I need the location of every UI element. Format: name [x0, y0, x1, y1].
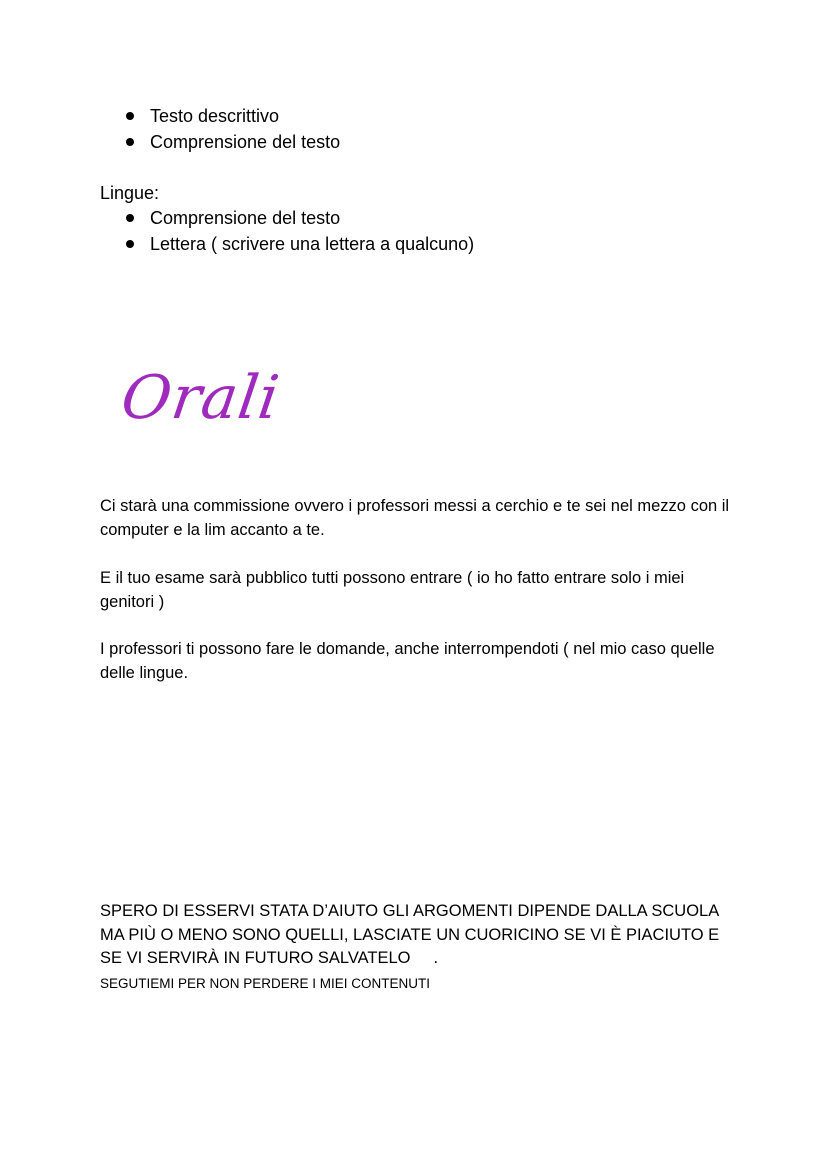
list-item — [126, 231, 766, 257]
list-item-text: Testo descrittivo — [150, 106, 280, 126]
list-item-text: Lettera ( scrivere una lettera a qualcuno) — [150, 234, 475, 254]
bullet-icon — [126, 240, 134, 248]
list-item-text: Comprensione del testo — [150, 208, 341, 228]
list-item — [126, 205, 766, 231]
follow-message: SEGUTIEMI PER NON PERDERE I MIEI CONTENUTI — [100, 976, 431, 991]
bullet-icon — [126, 214, 134, 222]
paragraph-esame-pubblico: E il tuo esame sarà pubblico tutti possono entrare ( io ho fatto entrare solo i miei genitori ) — [100, 569, 685, 611]
bullet-icon — [126, 138, 134, 146]
bullet-list-top — [126, 103, 766, 155]
closing-message: SPERO DI ESSERVI STATA D’AIUTO GLI ARGOMENTI DIPENDE DALLA SCUOLA MA PIÙ O MENO SONO QUELLI, LASCIATE UN CUORICINO SE VI È PIACIUTO E SE VI SERVIRÀ IN FUTURO SALVATELO . — [100, 902, 724, 967]
lingue-heading: Lingue: — [100, 183, 160, 203]
bullet-list-lingue — [126, 205, 766, 257]
list-item — [126, 129, 766, 155]
paragraph-domande: I professori ti possono fare le domande, anche interrompendoti ( nel mio caso quelle delle lingue. — [100, 640, 715, 682]
section-title-orali: Orali — [117, 363, 284, 433]
list-item — [126, 103, 766, 129]
list-item-text: Comprensione del testo — [150, 132, 341, 152]
paragraph-commissione: Ci starà una commissione ovvero i professori messi a cerchio e te sei nel mezzo con il computer e la lim accanto a te. — [100, 497, 730, 539]
bullet-icon — [126, 112, 134, 120]
